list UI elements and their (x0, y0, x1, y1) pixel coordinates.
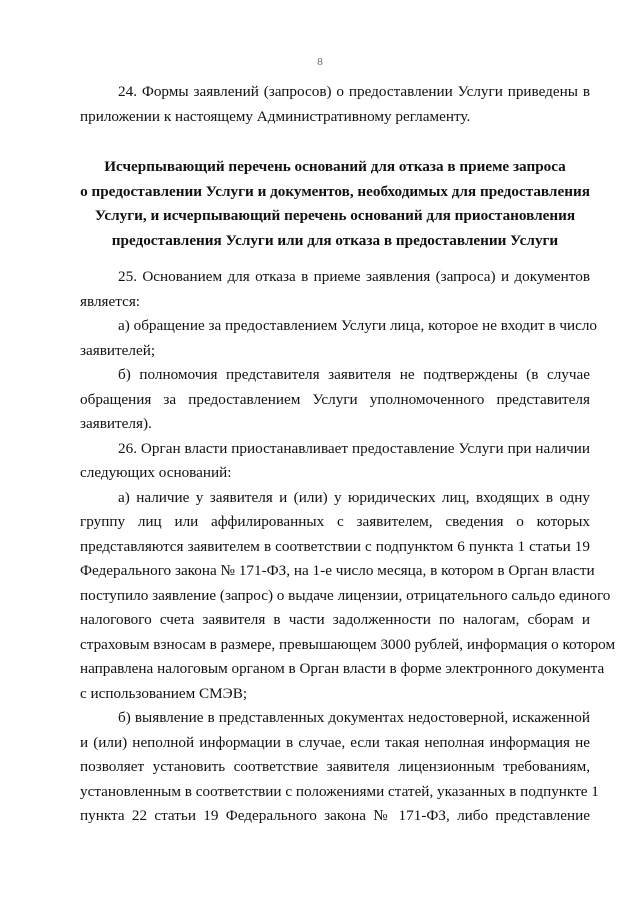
heading-line: Услуги, и исчерпывающий перечень оснований для приостановления (94, 207, 576, 224)
text-line: установленным в соответствии с положениями статей, указанных в подпункте 1 (80, 782, 599, 800)
text-line: приложении к настоящему Административному регламенту. (80, 107, 471, 125)
paragraph-26 (80, 437, 590, 486)
paragraph-25a (80, 314, 598, 363)
heading-line: о предоставлении Услуги и документов, необходимых для предоставления (80, 182, 590, 200)
text-line: б) выявление в представленных документах недостоверной, искаженной (118, 709, 590, 726)
text-line: представляются заявителем в соответствии с подпунктом 6 пункта 1 статьи 19 (80, 537, 590, 555)
text-line: с использованием СМЭВ; (80, 684, 248, 702)
text-line: позволяет установить соответствие заявителя лицензионным требованиям, (80, 758, 590, 775)
paragraph-26a (80, 486, 616, 707)
section-heading (80, 155, 590, 253)
paragraph-25b (80, 363, 590, 437)
text-line: налогового счета заявителя в части задолженности по налогам, сборам и (80, 611, 590, 628)
heading-line: Исчерпывающий перечень оснований для отказа в приеме запроса (104, 158, 566, 175)
text-line: пункта 22 статьи 19 Федерального закона № 171-ФЗ, либо представление (80, 807, 590, 824)
text-line: является: (80, 292, 141, 310)
text-line: Федерального закона № 171-ФЗ, на 1-е число месяца, в котором в Орган власти (80, 562, 595, 579)
paragraph-24 (80, 80, 590, 129)
text-line: заявителей; (80, 341, 156, 359)
text-line: заявителя). (80, 415, 152, 432)
page-number: 8 (317, 56, 323, 68)
text-line: и (или) неполной информации в случае, если такая неполная информация не (80, 733, 590, 751)
text-line: а) наличие у заявителя и (или) у юридических лиц, входящих в одну (118, 488, 590, 506)
text-line: следующих оснований: (80, 464, 232, 481)
heading-line: предоставления Услуги или для отказа в предоставлении Услуги (111, 231, 559, 249)
text-line: 25. Основанием для отказа в приеме заявления (запроса) и документов (118, 268, 590, 285)
text-line: а) обращение за предоставлением Услуги лица, которое не входит в число (118, 317, 598, 334)
text-line: направлена налоговым органом в Орган власти в форме электронного документа (80, 660, 605, 677)
text-line: 24. Формы заявлений (запросов) о предоставлении Услуги приведены в (118, 83, 590, 100)
text-line: группу лиц или аффилированных с заявителем, сведения о которых (80, 513, 590, 530)
text-line: 26. Орган власти приостанавливает предоставление Услуги при наличии (118, 439, 590, 457)
text-line: страховым взносам в размере, превышающем 3000 рублей, информация о котором (80, 635, 616, 653)
paragraph-25 (80, 265, 590, 314)
document-body (80, 80, 616, 829)
text-line: б) полномочия представителя заявителя не подтверждены (в случае (118, 366, 590, 383)
text-line: поступило заявление (запрос) о выдаче лицензии, отрицательного сальдо единого (80, 586, 611, 604)
text-line: обращения за предоставлением Услуги уполномоченного представителя (80, 390, 590, 408)
paragraph-26b (80, 706, 599, 829)
